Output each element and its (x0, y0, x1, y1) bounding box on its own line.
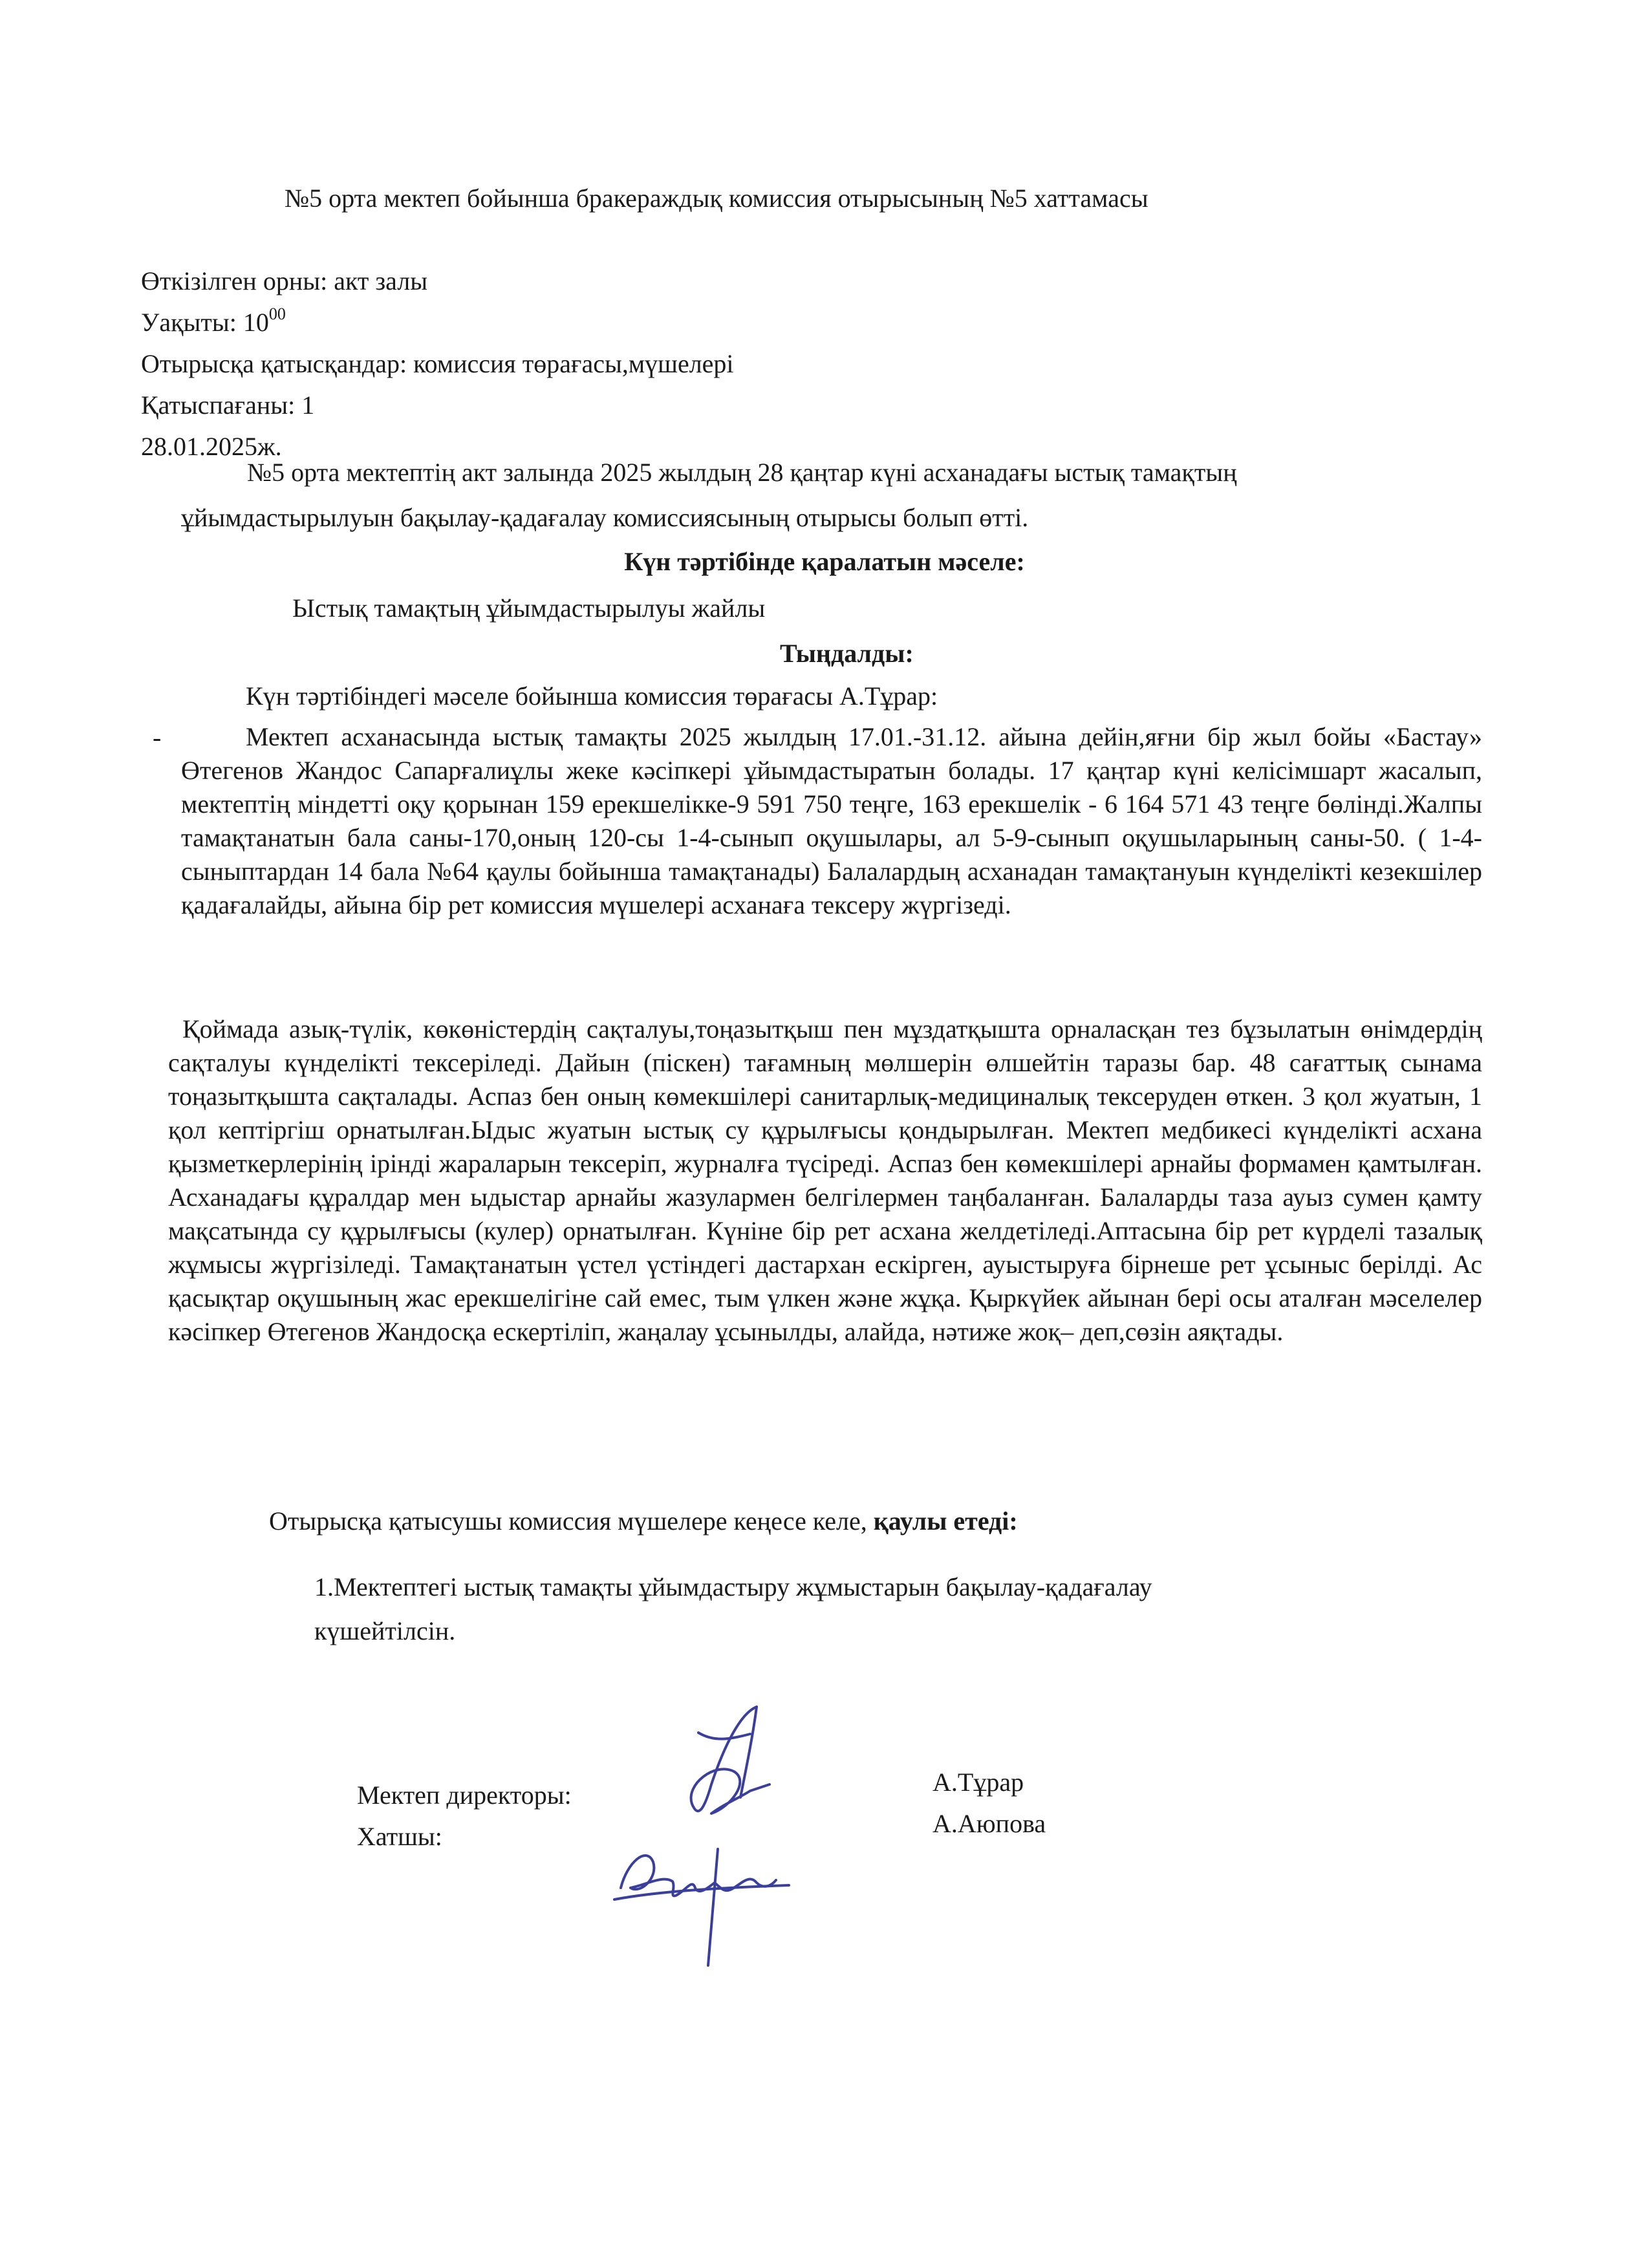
heard-paragraph-1: Мектеп асханасында ыстық тамақты 2025 жылдың 17.01.-31.12. айына дейін,яғни бір жыл бойы «Бастау» Өтегенов Жандос Сапарғалиұлы жеке кәсіпкері ұйымдастыратын болады. 17 қаңтар күні келісімшарт жасалып, мектептің міндетті оқу қорынан 159 ерекшелікке-9 591 750 теңге, 163 ерекшелік - 6 164 571 43 теңге бөлінді.Жалпы тамақтанатын бала саны-170,оның 120-сы 1-4-сынып оқушылары, ал 5-9-сынып оқушыларының саны-50. ( 1-4-сыныптардан 14 бала №64 қаулы бойынша тамақтанады) Балалардың асханадан тамақтануын күнделікті кезекшілер қадағалайды, айына бір рет комиссия мүшелері асханаға тексеру жүргізеді. (181, 722, 1482, 919)
intro-line-1: №5 орта мектептің акт залында 2025 жылдың 28 қаңтар күні асханадағы ыстық тамақтың (247, 458, 1237, 487)
agenda-item: Ыстық тамақтың ұйымдастырылуы жайлы (292, 594, 766, 623)
meeting-time-minutes: 00 (268, 304, 286, 323)
meeting-time-label: Уақыты: 10 (141, 308, 269, 337)
resolution-item-1-cont: күшейтілсін. (314, 1616, 456, 1645)
director-name: А.Тұрар (932, 1768, 1024, 1797)
list-dash: - (153, 723, 162, 752)
meeting-participants: Отырысқа қатысқандар: комиссия төрағасы,мүшелері (141, 349, 734, 378)
intro-line-2: ұйымдастырылуын бақылау-қадағалау комиссиясының отырысы болып өтті. (181, 503, 1029, 532)
document-title: №5 орта мектеп бойынша бракераждық комиссия отырысының №5 хаттамасы (285, 184, 1148, 213)
resolution-intro-text: Отырысқа қатысушы комиссия мүшелере кеңесе келе, (269, 1506, 874, 1535)
meeting-absent: Қатыспағаны: 1 (141, 390, 315, 420)
resolution-decree: қаулы етеді: (873, 1506, 1018, 1535)
resolution-item-1: 1.Мектептегі ыстық тамақты ұйымдастыру жұмыстарын бақылау-қадағалау (314, 1572, 1152, 1601)
heard-heading: Тыңдалды: (780, 639, 914, 668)
director-label: Мектеп директоры: (357, 1781, 572, 1810)
resolution-intro (269, 1505, 1018, 1537)
secretary-name: А.Аюпова (932, 1809, 1046, 1838)
heard-speaker: Күн тәртібіндегі мәселе бойынша комиссия төрағасы А.Тұрар: (246, 681, 938, 711)
meeting-time (141, 306, 286, 339)
agenda-heading: Күн тәртібінде қаралатын мәселе: (624, 547, 1025, 576)
handwritten-signature-icon (601, 1694, 821, 1972)
meeting-place: Өткізілген орны: акт залы (141, 266, 428, 295)
secretary-label: Хатшы: (357, 1822, 442, 1851)
meeting-date: 28.01.2025ж. (141, 432, 282, 461)
heard-paragraph-2: Қоймада азық-түлік, көкөністердің сақталуы,тоңазытқыш пен мұздатқышта орналасқан тез бұзылатын өнімдердің сақталуы күнделікті тексеріледі. Дайын (піскен) тағамның мөлшерін өлшейтін таразы бар. 48 сағаттық сынама тоңазытқышта сақталады. Аспаз бен оның көмекшілері санитарлық-медициналық тексеруден өткен. 3 қол жуатын, 1 қол кептіргіш орнатылған.Ыдыс жуатын ыстық су құрылғысы қондырылған. Мектеп медбикесі күнделікті асхана қызметкерлерінің ірінді жараларын тексеріп, журналға түсіреді. Аспаз бен көмекшілері арнайы формамен қамтылған. Асханадағы құралдар мен ыдыстар арнайы жазулармен белгілермен таңбаланған. Балаларды таза ауыз сумен қамту мақсатында су құрылғысы (кулер) орнатылған. Күніне бір рет асхана желдетіледі.Аптасына бір рет күрделі тазалық жұмысы жүргізіледі. Тамақтанатын үстел үстіндегі дастархан ескірген, ауыстыруға бірнеше рет ұсыныс берілді. Ас қасықтар оқушының жас ерекшелігіне сай емес, тым үлкен және жұқа. Қыркүйек айынан бері осы аталған мәселелер кәсіпкер Өтегенов Жандосқа ескертіліп, жаңалау ұсынылды, алайда, нәтиже жоқ– деп,сөзін аяқтады. (168, 1014, 1482, 1346)
